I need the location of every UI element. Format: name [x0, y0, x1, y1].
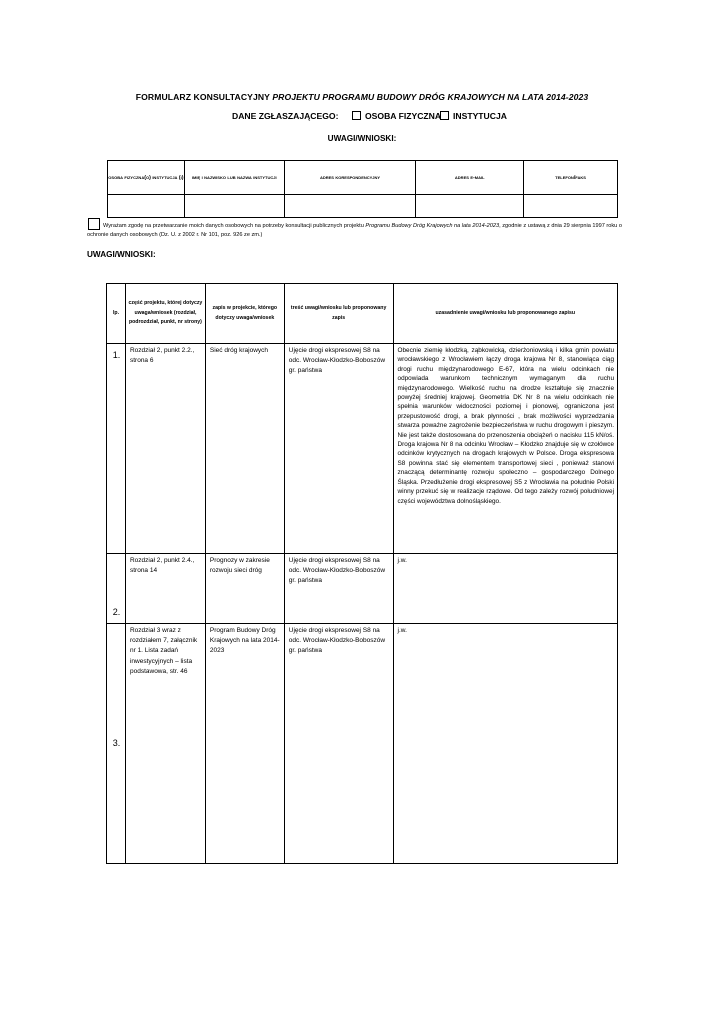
cell-czesc[interactable]: Rozdział 2, punkt 2.2., strona 6 [125, 344, 205, 554]
contact-table [107, 160, 618, 218]
header-imie-nazwa: imię i nazwisko lub nazwa instytucji [184, 161, 284, 195]
consent-text-part1: Wyrażam zgodę na przetwarzanie moich danych osobowych na potrzeby konsultacji publicznych projektu [103, 223, 366, 229]
form-title-italic: PROJEKTU PROGRAMU BUDOWY DRÓG KRAJOWYCH NA LATA 2014-2023 [272, 92, 589, 102]
option-instytucja-label: INSTYTUCJA [453, 111, 507, 121]
checkbox-osoba-fizyczna[interactable] [352, 111, 361, 120]
cell-czesc[interactable]: Rozdział 2, punkt 2.4., strona 14 [125, 554, 205, 624]
contact-input-row [108, 195, 618, 218]
row-number: 1. [107, 344, 126, 554]
contact-header-row [108, 161, 618, 195]
cell-zapis[interactable]: Prognozy w zakresie rozwoju sieci dróg [205, 554, 284, 624]
cell-uzasadnienie[interactable]: Obecnie ziemię kłodzką, ząbkowicką, dzierżoniowską i kilka gmin powiatu wrocławskiego z Wrocławiem łączy droga krajowa Nr 8, stanowiąca ciąg drogi ruchu międzynarodowego E-67, która na wielu odcinkach nie odpowiada warunkom technicznym wymaganym dla ruchu międzynarodowego. Wielkość ruchu na drodze kształtuje się znacznie powyżej średniej krajowej. Geometria DK Nr 8 na wielu odcinkach nie spełnia warunków widoczności poziomej i pionowej, ograniczona jest przepustowość drogi, a brak płynności , brak możliwości wyprzedzania stwarza poważne zagrożenie bezpieczeństwa w ruchu drogowym i pieszym. Nie jest także dostosowana do przenoszenia obciążeń o nacisku 115 kN/oś. Droga krajowa Nr 8 na odcinku Wrocław – Kłodzko znajduje się w czołówce odcinków krytycznych na drogach krajowych w Polsce. Droga ekspresowa S8 powinna stać się elementem transportowej sieci , ponieważ stanowi znaczącą determinantę rozwoju społeczno – gospodarczego Dolnego Śląska. Przedłużenie drogi ekspresowej S5 z Wrocławia na południe Polski winny przekuć się w realizacje rządowe. Od tego zależy rozwój południowej części województwa dolnośląskiego. [393, 344, 617, 554]
header-czesc-projektu: część projektu, której dotyczy uwaga/wniosek (rozdział, podrozdział, punkt, nr strony) [125, 284, 205, 344]
cell-imie-nazwa[interactable] [184, 195, 284, 218]
header-telefon: telefon/faks [524, 161, 618, 195]
form-title-main: FORMULARZ KONSULTACYJNY [135, 92, 273, 102]
cell-czesc[interactable]: Rozdział 3 wraz z rozdziałem 7, załącznik nr 1. Lista zadań inwestycyjnych – lista podstawowa, str. 46 [125, 624, 205, 864]
header-zapis: zapis w projekcie, którego dotyczy uwaga/wniosek [205, 284, 284, 344]
consent-text [87, 222, 637, 240]
cell-uzasadnienie[interactable]: j.w. [393, 624, 617, 864]
cell-tresc[interactable]: Ujęcie drogi ekspresowej S8 na odc. Wrocław-Kłodzko-Boboszów gr. państwa [284, 624, 393, 864]
table-row [107, 554, 618, 624]
option-instytucja[interactable] [440, 111, 507, 121]
option-osoba-label: OSOBA FIZYCZNA [365, 111, 442, 121]
cell-zapis[interactable]: Sieć dróg krajowych [205, 344, 284, 554]
table-row [107, 624, 618, 864]
cell-uzasadnienie[interactable]: j.w. [393, 554, 617, 624]
header-tresc: treść uwagi/wniosku lub proponowany zapis [284, 284, 393, 344]
consent-text-part2: , zgodnie z ustawą z dnia 29 sierpnia 1997 roku o ochronie danych osobowych (Dz. U. z 2002 r. Nr 101, poz. 926 ze zm.) [87, 223, 622, 238]
cell-tresc[interactable]: Ujęcie drogi ekspresowej S8 na odc. Wrocław-Kłodzko-Boboszów gr. państwa [284, 344, 393, 554]
checkbox-instytucja[interactable] [440, 111, 449, 120]
cell-telefon[interactable] [524, 195, 618, 218]
remarks-table [106, 283, 618, 864]
applicant-label: DANE ZGŁASZAJĄCEGO: [232, 111, 339, 121]
table-row [107, 344, 618, 554]
consent-text-italic: Programu Budowy Dróg Krajowych na lata 2014-2023 [365, 223, 500, 229]
option-osoba-fizyczna[interactable] [352, 111, 441, 121]
row-number: 3. [107, 624, 126, 864]
form-title [0, 92, 724, 102]
cell-adres[interactable] [284, 195, 416, 218]
header-uzasadnienie: uzasadnienie uwagi/wniosku lub proponowanego zapisu [393, 284, 617, 344]
header-email: adres e-mail [416, 161, 524, 195]
uwagi-heading-top: UWAGI/WNIOSKI: [327, 134, 397, 143]
remarks-header-row [107, 284, 618, 344]
row-number: 2. [107, 554, 126, 624]
header-lp: lp. [107, 284, 126, 344]
cell-osoba-instytucja[interactable] [108, 195, 185, 218]
cell-zapis[interactable]: Program Budowy Dróg Krajowych na lata 2014-2023 [205, 624, 284, 864]
cell-tresc[interactable]: Ujęcie drogi ekspresowej S8 na odc. Wrocław-Kłodzko-Boboszów gr. państwa [284, 554, 393, 624]
uwagi-heading: UWAGI/WNIOSKI: [87, 250, 156, 259]
cell-email[interactable] [416, 195, 524, 218]
header-osoba-instytucja: osoba fizyczna(o) instytucja (i) [108, 161, 185, 195]
header-adres: adres korespondencyjny [284, 161, 416, 195]
